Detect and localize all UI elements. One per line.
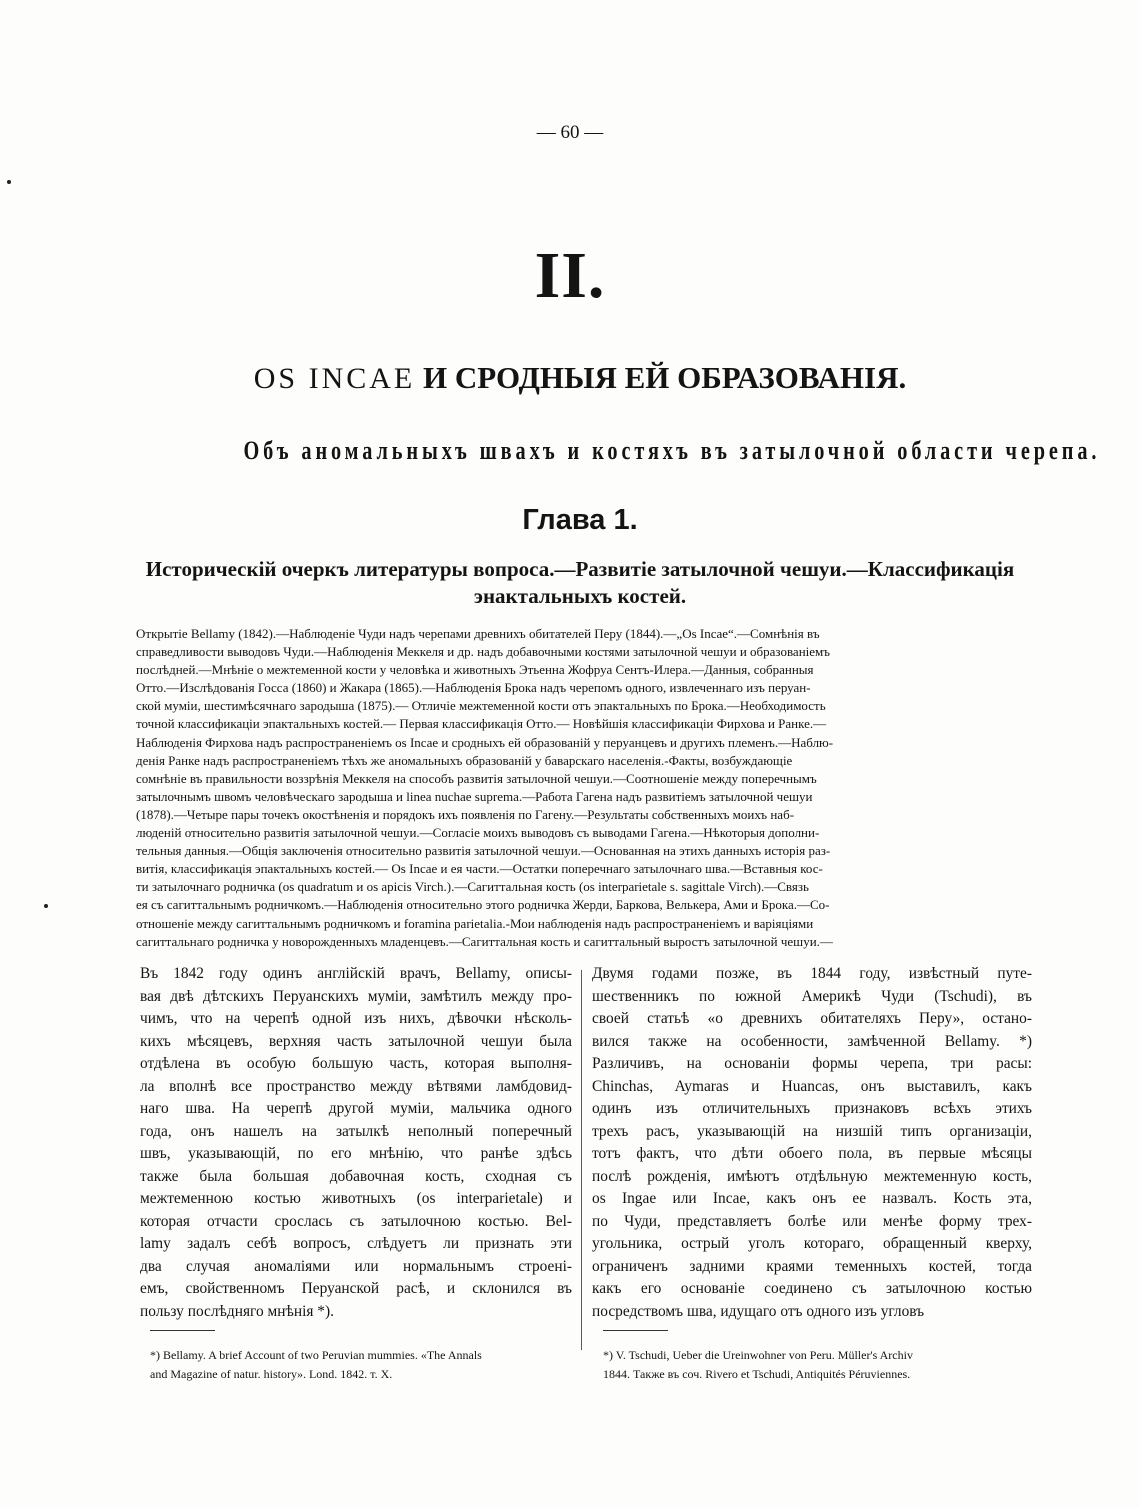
- paragraph-line: по Чуди, представляетъ болѣе или менѣе форму трех-: [592, 1212, 1032, 1230]
- paragraph-line: одинъ изъ отличительныхъ признаковъ всѣхъ этихъ: [592, 1100, 1032, 1117]
- summary-line: люденій относительно развитія затылочной чешуи.—Согласіе моихъ выводовъ съ выводами Гагена.—Нѣкоторыя дополни-: [136, 825, 820, 841]
- paragraph-line: емъ, свойственномъ Перуанской расѣ, и склонился въ: [140, 1280, 572, 1297]
- paragraph-line: кихъ мѣсяцевъ, верхняя часть затылочной чешуи была: [140, 1032, 572, 1050]
- footnote-left: [150, 1346, 580, 1384]
- footnote-line: 1844. Также въ соч. Rivero et Tschudi, Antiquités Péruviennes.: [603, 1367, 911, 1381]
- summary-line: затылочнымъ швомъ человѣческаго зародыша и linea nuchae suprema.—Работа Гагена надъ развитіемъ затылочной чешуи: [136, 788, 813, 804]
- paragraph-line: вился также на особенности, замѣченной Bellamy. *): [592, 1032, 1032, 1050]
- summary-line: ской муміи, шестимѣсячнаго зародыша (1875).— Отличіе межтеменной кости отъ эпактальныхъ по Брока.—Необходимость: [136, 698, 826, 714]
- paragraph-line: межтеменною костью животныхъ (os interparietale) и: [140, 1190, 572, 1207]
- footnote-rule-left: [150, 1330, 215, 1331]
- footnote-right: [603, 1346, 1033, 1384]
- page-number: — 60 —: [536, 122, 604, 143]
- summary-line: Отто.—Изслѣдованія Госса (1860) и Жакара (1865).—Наблюденія Брока надъ черепомъ одного, извлеченнаго изъ перуан-: [136, 680, 811, 696]
- paragraph-line: lamy задалъ себѣ вопросъ, слѣдуетъ ли признать эти: [140, 1235, 572, 1252]
- summary-line: сомнѣніе въ правильности воззрѣнія Меккеля на способъ развитія затылочной чешуи.—Соотношеніе между поперечнымъ: [136, 770, 817, 786]
- paragraph-line: Въ 1842 году одинъ англійскій врачъ, Bellamy, описы-: [140, 965, 572, 982]
- paragraph-line: трехъ расъ, указывающій на низшій типъ организаціи,: [592, 1122, 1032, 1140]
- paragraph-line: Chinchas, Aymaras и Huancas, онъ выставилъ, какъ: [592, 1077, 1032, 1095]
- paragraph-line: также была большая добавочная кость, сходная съ: [140, 1167, 572, 1185]
- paragraph-line: послѣ рожденія, имѣютъ отдѣльную межтеменную кость,: [592, 1167, 1032, 1185]
- paragraph-line: ла вполнѣ все пространство между вѣтвями ламбдовид-: [140, 1077, 572, 1095]
- footnote-line: *) Bellamy. A brief Account of two Peruvian mummies. «The Annals: [150, 1348, 482, 1362]
- paragraph-line: два случая аномаліями или нормальнымъ строені-: [140, 1257, 572, 1275]
- chapter-summary: [136, 625, 1029, 951]
- paragraph-line: тотъ фактъ, что дѣти обоего пола, въ первые мѣсяцы: [592, 1145, 1032, 1162]
- summary-line: ти затылочнаго родничка (os quadratum и os apicis Virch.).—Сагиттальная кость (os interparietale s. sagittale Virch).—Связь: [136, 879, 809, 895]
- paragraph-line: посредствомъ шва, идущаго отъ одного изъ угловъ: [592, 1302, 925, 1320]
- section-title: [0, 360, 1140, 396]
- footnote-rule-right: [603, 1330, 668, 1331]
- footnote-line: and Magazine of natur. history». Lond. 1842. т. X.: [150, 1367, 393, 1381]
- paragraph-line: чимъ, что на черепѣ одной изъ нихъ, дѣвочки нѣсколь-: [140, 1010, 572, 1027]
- summary-line: Наблюденія Фирхова надъ распространеніемъ os Incae и сродныхъ ей образованій у перуанцевъ и другихъ племенъ.—Наблю-: [136, 734, 834, 750]
- paragraph-line: Двумя годами позже, въ 1844 году, извѣстный путе-: [592, 965, 1032, 982]
- paragraph-line: ограниченъ задними краями теменныхъ костей, тогда: [592, 1257, 1032, 1275]
- chapter-heading: Историческій очеркъ литературы вопроса.—Развитіе затылочной чешуи.—Классификація энактальныхъ костей.: [145, 557, 1015, 608]
- paragraph-line: os Ingae или Incae, какъ онъ ее назвалъ. Кость эта,: [592, 1190, 1032, 1207]
- summary-line: отношеніе между сагиттальнымъ родничкомъ и foramina parietalia.-Мои наблюденія надъ распространеніемъ и варіяціями: [136, 915, 814, 931]
- paragraph-line: наго шва. На черепѣ другой муміи, мальчика одного: [140, 1100, 572, 1117]
- summary-line: витія, классификація эпактальныхъ костей.— Os Incae и ея части.—Остатки поперечнаго затылочнаго шва.—Вставныя кос-: [136, 861, 823, 877]
- summary-line: справедливости выводовъ Чуди.—Наблюденія Меккеля и др. надъ добавочными костями затылочной чешуи и образованіемъ: [136, 644, 830, 660]
- paragraph-line: которая отчасти срослась съ затылочною костью. Bel-: [140, 1212, 572, 1230]
- section-title-latin: OS INCAE: [253, 362, 416, 395]
- paragraph-line: вая двѣ дѣтскихъ Перуанскихъ муміи, замѣтилъ между про-: [140, 987, 572, 1005]
- summary-line: (1878).—Четыре пары точекъ окостѣненія и порядокъ ихъ появленія по Гагену.—Результаты собственныхъ моихъ наб-: [136, 806, 795, 822]
- paragraph-line: угольника, острый уголъ котораго, обращенный кверху,: [592, 1235, 1032, 1252]
- body-column-right: [592, 963, 1032, 1323]
- summary-line: послѣдней.—Мнѣніе о межтеменной кости у человѣка и животныхъ Этьенна Жофруа Сентъ-Илера.—Данныя, собранныя: [136, 662, 814, 678]
- footnote-line: *) V. Tschudi, Ueber die Ureinwohner von Peru. Müller's Archiv: [603, 1348, 913, 1362]
- summary-line: Открытіе Bellamy (1842).—Наблюденіе Чуди надъ черепами древнихъ обитателей Перу (1844).—„Os Incae“.—Сомнѣнія въ: [136, 626, 820, 641]
- summary-line: тельныя данныя.—Общія заключенія относительно развитія затылочной чешуи.—Основанная на этихъ данныхъ исторія раз-: [136, 843, 831, 859]
- paragraph-line: пользу послѣдняго мнѣнія *).: [140, 1302, 334, 1320]
- chapter-title: Глава 1.: [522, 504, 638, 536]
- scan-speck: [44, 904, 48, 908]
- scan-speck: [7, 180, 11, 184]
- body-column-left: [140, 963, 572, 1323]
- summary-line: сагиттальнаго родничка у новорожденныхъ младенцевъ.—Сагиттальная кость и сагиттальный выростъ затылочной чешуи.—: [136, 933, 833, 949]
- paragraph-line: шественникъ по южной Америкѣ Чуди (Tschudi), въ: [592, 987, 1032, 1005]
- paragraph-line: какъ его основаніе соединено съ затылочною костью: [592, 1280, 1032, 1297]
- summary-line: ея съ сагиттальнымъ родничкомъ.—Наблюденія относительно этого родничка Жерди, Баркова, Велькера, Ами и Брока.—Со-: [136, 897, 830, 913]
- paragraph-line: своей статьѣ «о древнихъ обитателяхъ Перу», остано-: [592, 1010, 1032, 1027]
- paragraph-line: швъ, указывающій, по его мнѣнію, что ранѣе здѣсь: [140, 1145, 572, 1162]
- column-divider: [581, 970, 582, 1350]
- section-title-rest: И СРОДНЫЯ ЕЙ ОБРАЗОВАНІЯ.: [423, 360, 907, 395]
- paragraph-line: отдѣлена въ особую большую часть, которая выполня-: [140, 1055, 572, 1072]
- summary-line: денія Ранке надъ распространеніемъ тѣхъ же аномальныхъ образованій у баварскаго населенія.-Факты, возбуждающіе: [136, 752, 793, 768]
- section-numeral: II.: [534, 239, 606, 312]
- paragraph-line: Различивъ, на основаніи формы черепа, три расы:: [592, 1055, 1032, 1072]
- section-subtitle: Объ аномальныхъ швахъ и костяхъ въ затылочной области черепа.: [243, 436, 1101, 465]
- paragraph-line: года, онъ нашелъ на затылкѣ неполный поперечный: [140, 1122, 572, 1140]
- summary-line: точной классификаціи эпактальныхъ костей.— Первая классификація Отто.— Новѣйшія классификаціи Фирхова и Ранке.—: [136, 716, 827, 732]
